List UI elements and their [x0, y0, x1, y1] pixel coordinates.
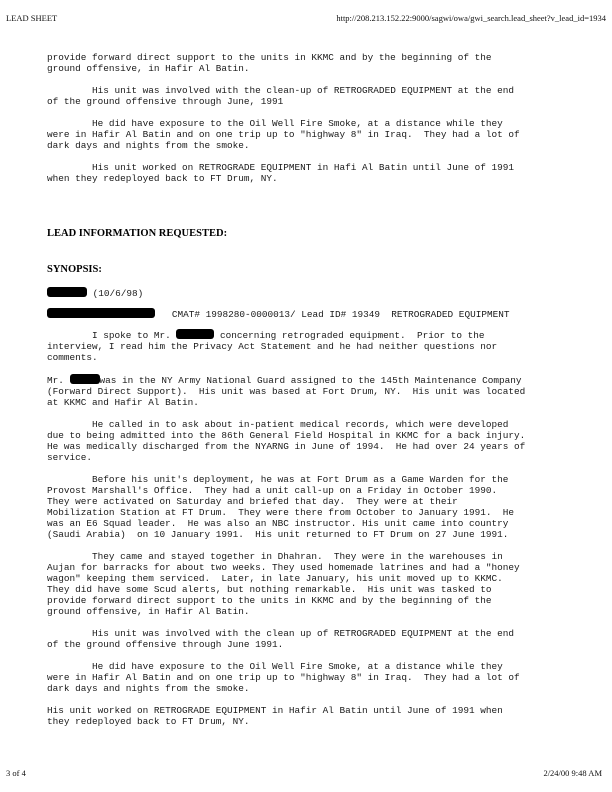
header-left-title: LEAD SHEET [6, 13, 58, 23]
intro-paragraph [47, 329, 567, 363]
footer-page-number: 3 of 4 [6, 768, 26, 778]
body-paragraph-5: He did have exposure to the Oil Well Fire Smoke, at a distance while they were in Hafir Al Batin and on one trip up to "highway 8" in Iraq. They had a lot of dark days and nights from the smoke. [47, 661, 520, 694]
redaction-mark [47, 308, 155, 318]
mr-paragraph [47, 374, 567, 408]
top-paragraph-4: His unit worked on RETROGRADE EQUIPMENT in Hafi Al Batin until June of 1991 when they redeployed back to FT Drum, NY. [47, 162, 514, 184]
mr-text-end: was in the NY Army National Guard assigned to the 145th Maintenance Company (Forward Direct Support). His unit was based at Fort Drum, NY. His unit was located at KKMC and Hafir Al Batin. [47, 375, 526, 408]
mr-text-start: Mr. [47, 375, 70, 386]
redaction-mark [47, 287, 87, 297]
cmat-line [47, 308, 509, 320]
body-paragraph-2: Before his unit's deployment, he was at Fort Drum as a Game Warden for the Provost Marshall's Office. They had a unit call-up on a Friday in October 1990. They were activated on Saturday and briefed that day. They were at their Mobilization Station at FT Drum. They were there from October to January 1991. He was an E6 Squad leader. He was also an NBC instructor. His unit came into country (Saudi Arabia) on 10 January 1991. His unit returned to FT Drum on 27 June 1991. [47, 474, 514, 540]
redaction-mark [70, 374, 100, 384]
footer-timestamp: 2/24/00 9:48 AM [543, 768, 602, 778]
header-url: http://208.213.152.22:9000/sagwi/owa/gwi_search.lead_sheet?v_lead_id=1934 [336, 13, 606, 23]
intro-text-start: I spoke to Mr. [47, 330, 177, 341]
cmat-text: CMAT# 1998280-0000013/ Lead ID# 19349 RETROGRADED EQUIPMENT [171, 309, 510, 320]
body-paragraph-1: He called in to ask about in-patient medical records, which were developed due to being admitted into the 86th General Field Hospital in KKMC for a back injury. He was medically discharged from the NYARNG in June of 1994. He had over 24 years of service. [47, 419, 526, 463]
top-paragraph-2: His unit was involved with the clean-up of RETROGRADED EQUIPMENT at the end of the ground offensive through June, 1991 [47, 85, 514, 107]
synopsis-heading: SYNOPSIS: [47, 264, 102, 275]
redaction-mark [176, 329, 214, 339]
date-line [47, 287, 143, 299]
top-paragraph-3: He did have exposure to the Oil Well Fire Smoke, at a distance while they were in Hafir Al Batin and on one trip up to "highway 8" in Iraq. They had a lot of dark days and nights from the smoke. [47, 118, 520, 151]
date-text: (10/6/98) [92, 288, 144, 299]
lead-info-heading: LEAD INFORMATION REQUESTED: [47, 228, 228, 239]
top-paragraph-1: provide forward direct support to the units in KKMC and by the beginning of the ground offensive, in Hafir Al Batin. [47, 52, 492, 74]
body-paragraph-3: They came and stayed together in Dhahran. They were in the warehouses in Aujan for barracks for about two weeks. They used homemade latrines and had a "honey wagon" keeping them serviced. Later, in late January, his unit moved up to KKMC. They did have some Scud alerts, but nothing remarkable. His unit was tasked to provide forward direct support to the units in KKMC and by the beginning of the ground offensive, in Hafir Al Batin. [47, 551, 520, 617]
body-paragraph-6: His unit worked on RETROGRADE EQUIPMENT in Hafir Al Batin until June of 1991 when they redeployed back to FT Drum, NY. [47, 705, 503, 727]
top-paragraphs [47, 52, 567, 184]
main-body [47, 329, 567, 727]
intro-text-end: concerning retrograded equipment. Prior to the interview, I read him the Privacy Act Statement and he had neither questions nor comments. [47, 330, 498, 363]
body-paragraph-4: His unit was involved with the clean up of RETROGRADED EQUIPMENT at the end of the ground offensive through June 1991. [47, 628, 514, 650]
